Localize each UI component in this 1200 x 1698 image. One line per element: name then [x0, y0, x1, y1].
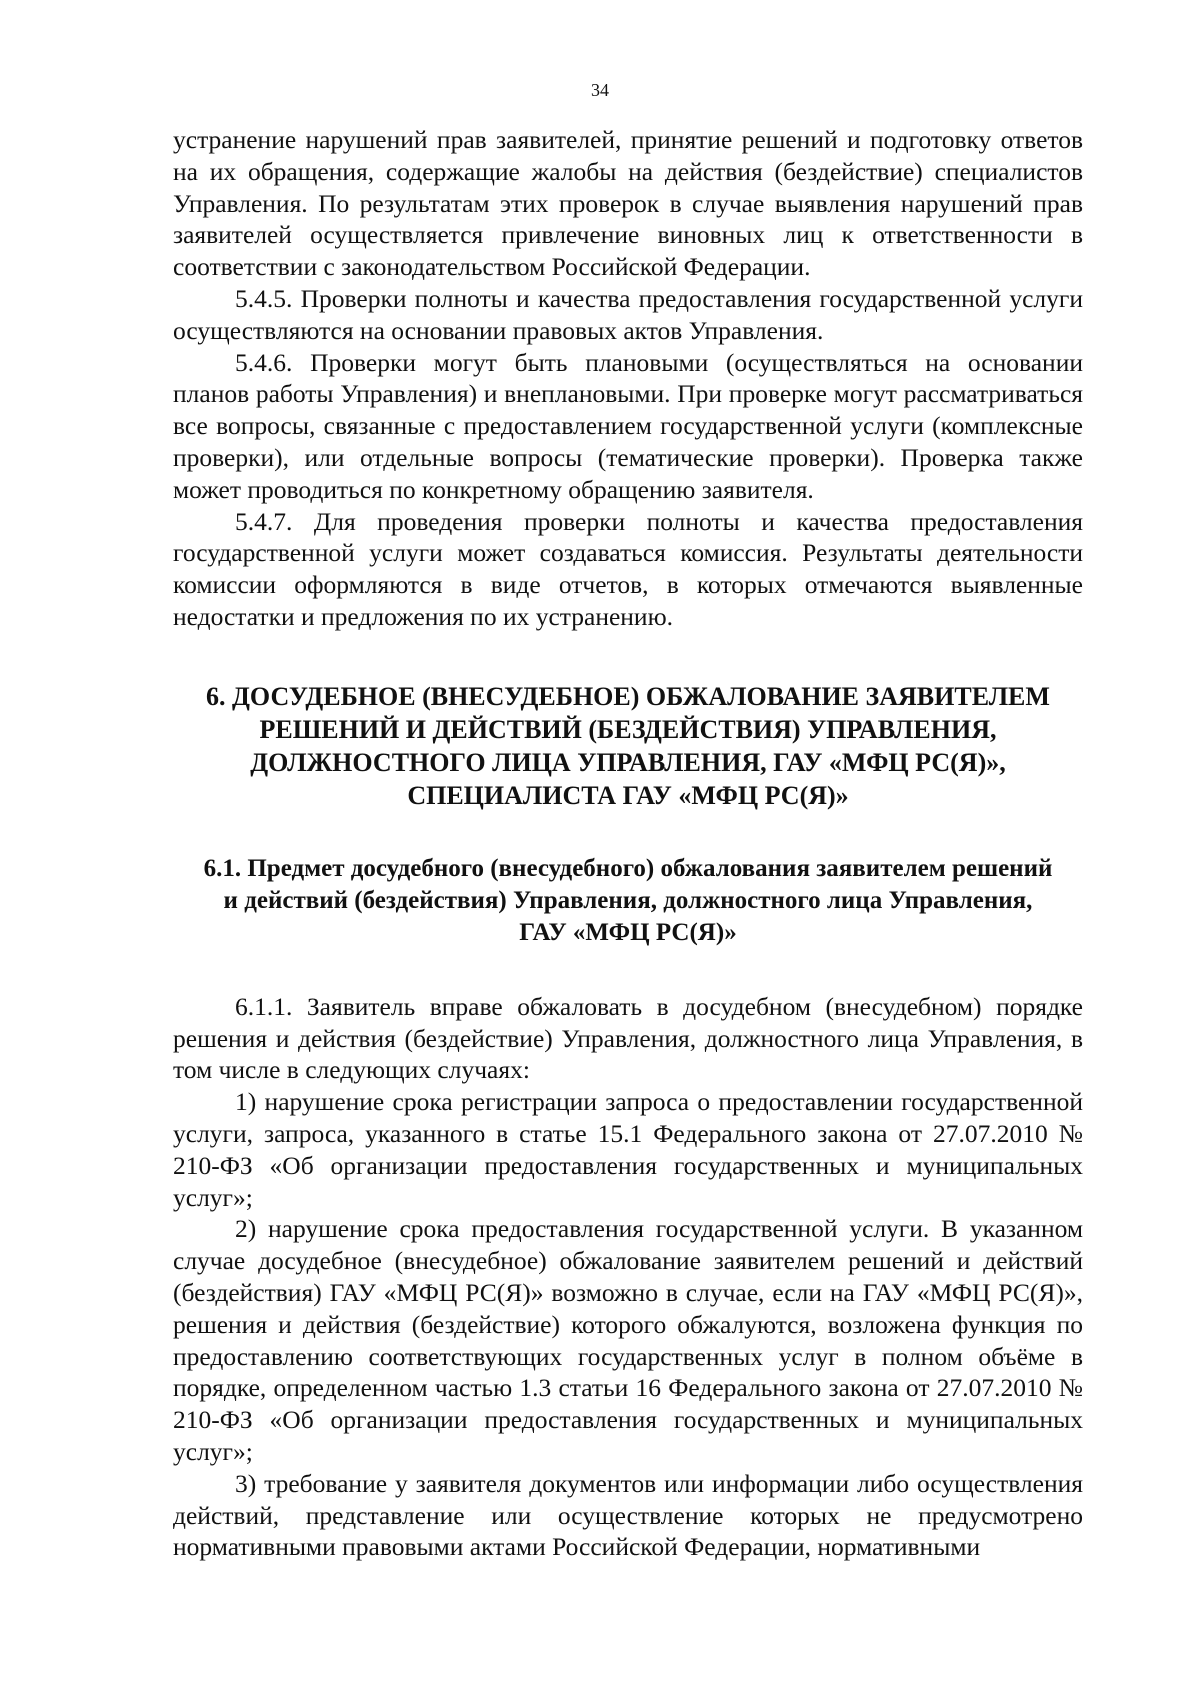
section-heading-line: 6. ДОСУДЕБНОЕ (ВНЕСУДЕБНОЕ) ОБЖАЛОВАНИЕ ЗАЯВИТЕЛЕМ: [206, 681, 1050, 711]
list-item-1: 1) нарушение срока регистрации запроса о предоставлении государственной услуги, запроса, указанного в статье 15.1 Федерального закона от 27.07.2010 № 210-ФЗ «Об организации предоставления государственных и муниципальных услуг»;: [173, 1087, 1083, 1212]
section-heading-line: СПЕЦИАЛИСТА ГАУ «МФЦ РС(Я)»: [407, 780, 849, 810]
subsection-heading-line: 6.1. Предмет досудебного (внесудебного) обжалования заявителем решений: [203, 854, 1053, 882]
section-heading: [173, 680, 1083, 812]
section-heading-line: РЕШЕНИЙ И ДЕЙСТВИЙ (БЕЗДЕЙСТВИЯ) УПРАВЛЕНИЯ,: [259, 714, 997, 744]
subsection-heading-line: и действий (бездействия) Управления, должностного лица Управления,: [223, 886, 1033, 914]
paragraph-continuation: устранение нарушений прав заявителей, принятие решений и подготовку ответов на их обращения, содержащие жалобы на действия (бездействие) специалистов Управления. По результатам этих проверок в случае выявления нарушений прав заявителей осуществляется привлечение виновных лиц к ответственности в соответствии с законодательством Российской Федерации.: [173, 125, 1083, 282]
list-item-2: 2) нарушение срока предоставления государственной услуги. В указанном случае досудебное (внесудебное) обжалование заявителем решений и действий (бездействия) ГАУ «МФЦ РС(Я)» возможно в случае, если на ГАУ «МФЦ РС(Я)», решения и действия (бездействие) которого обжалуются, возложена функция по предоставлению соответствующих государственных услуг в полном объёме в порядке, определенном частью 1.3 статьи 16 Федерального закона от 27.07.2010 № 210-ФЗ «Об организации предоставления государственных и муниципальных услуг»;: [173, 1214, 1083, 1466]
page-number: 34: [591, 80, 609, 100]
subsection-heading-line: ГАУ «МФЦ РС(Я)»: [519, 918, 737, 946]
paragraph-5-4-7: 5.4.7. Для проведения проверки полноты и качества предоставления государственной услуги может создаваться комиссия. Результаты деятельности комиссии оформляются в виде отчетов, в которых отмечаются выявленные недостатки и предложения по их устранению.: [173, 506, 1083, 631]
section-heading-line: ДОЛЖНОСТНОГО ЛИЦА УПРАВЛЕНИЯ, ГАУ «МФЦ РС(Я)»,: [250, 747, 1006, 777]
list-item-3: 3) требование у заявителя документов или информации либо осуществления действий, представление или осуществление которых не предусмотрено нормативными правовыми актами Российской Федерации, нормативными: [173, 1468, 1083, 1562]
paragraph-6-1-1: 6.1.1. Заявитель вправе обжаловать в досудебном (внесудебном) порядке решения и действия (бездействие) Управления, должностного лица Управления, в том числе в следующих случаях:: [173, 991, 1083, 1085]
subsection-heading: [173, 853, 1083, 949]
paragraph-5-4-6: 5.4.6. Проверки могут быть плановыми (осуществляться на основании планов работы Управления) и внеплановыми. При проверке могут рассматриваться все вопросы, связанные с предоставлением государственной услуги (комплексные проверки), или отдельные вопросы (тематические проверки). Проверка также может проводиться по конкретному обращению заявителя.: [173, 347, 1083, 504]
document-body: [173, 124, 1083, 1563]
paragraph-5-4-5: 5.4.5. Проверки полноты и качества предоставления государственной услуги осуществляются на основании правовых актов Управления.: [173, 283, 1083, 345]
